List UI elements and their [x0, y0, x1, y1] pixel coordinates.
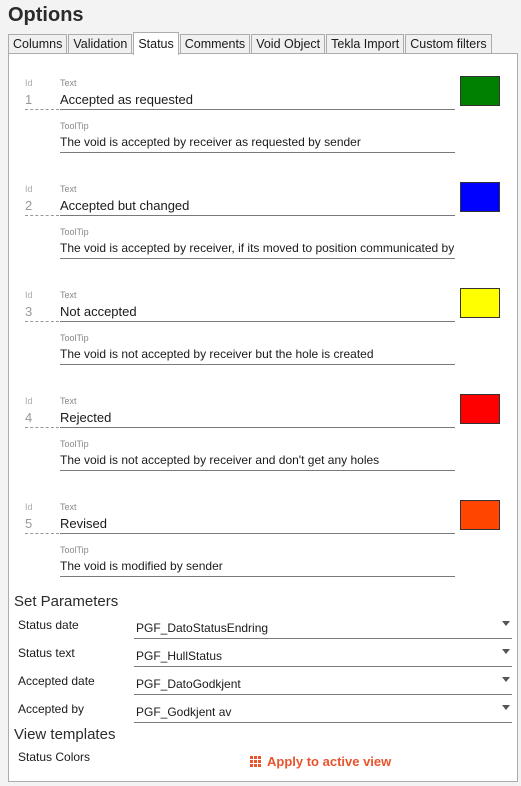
- tooltip-underline: [60, 470, 455, 471]
- set-parameters-heading: Set Parameters: [14, 593, 119, 610]
- chevron-down-icon[interactable]: [502, 649, 510, 654]
- chevron-down-icon[interactable]: [502, 705, 510, 710]
- status-text-field[interactable]: Accepted but changed: [60, 198, 190, 213]
- tab-tekla-import[interactable]: Tekla Import: [326, 34, 404, 54]
- tooltip-caption: ToolTip: [60, 439, 89, 449]
- status-entry-2: [9, 184, 517, 284]
- status-text-field[interactable]: Not accepted: [60, 304, 137, 319]
- view-templates-heading: View templates: [14, 726, 116, 743]
- color-swatch-button[interactable]: [460, 288, 500, 318]
- tooltip-caption: ToolTip: [60, 227, 89, 237]
- status-tooltip-field[interactable]: The void is accepted by receiver, if its moved to position communicated by: [60, 241, 455, 255]
- status-text-select[interactable]: [134, 643, 512, 667]
- status-id[interactable]: 5: [25, 516, 33, 531]
- status-entry-3: [9, 290, 517, 390]
- id-underline: [25, 215, 59, 216]
- text-underline: [60, 427, 455, 428]
- status-date-select[interactable]: [134, 615, 512, 639]
- tab-columns[interactable]: Columns: [8, 34, 67, 54]
- status-entry-5: [9, 502, 517, 602]
- param-row-accepted-by: [9, 699, 517, 723]
- tab-void-object[interactable]: Void Object: [251, 34, 325, 54]
- id-caption: Id: [25, 502, 33, 512]
- text-caption: Text: [60, 290, 77, 300]
- status-tooltip-field[interactable]: The void is accepted by receiver as requested by sender: [60, 135, 361, 149]
- apply-to-active-view-button[interactable]: [250, 752, 391, 770]
- status-entry-1: [9, 78, 517, 178]
- param-row-accepted-date: [9, 671, 517, 695]
- tooltip-caption: ToolTip: [60, 333, 89, 343]
- tab-custom-filters[interactable]: Custom filters: [405, 34, 491, 54]
- id-caption: Id: [25, 184, 33, 194]
- tooltip-caption: ToolTip: [60, 545, 89, 555]
- text-underline: [60, 215, 455, 216]
- id-caption: Id: [25, 290, 33, 300]
- tooltip-underline: [60, 576, 455, 577]
- color-swatch-button[interactable]: [460, 76, 500, 106]
- param-row-status-text: [9, 643, 517, 667]
- select-value: PGF_HullStatus: [136, 649, 223, 663]
- status-id[interactable]: 2: [25, 198, 33, 213]
- status-tooltip-field[interactable]: The void is not accepted by receiver and don't get any holes: [60, 453, 380, 467]
- id-caption: Id: [25, 78, 33, 88]
- status-id[interactable]: 1: [25, 92, 33, 107]
- status-colors-label: Status Colors: [18, 750, 91, 764]
- text-caption: Text: [60, 502, 77, 512]
- text-underline: [60, 533, 455, 534]
- id-caption: Id: [25, 396, 33, 406]
- param-label: Status date: [18, 618, 79, 632]
- status-tooltip-field[interactable]: The void is not accepted by receiver but the hole is created: [60, 347, 374, 361]
- param-row-status-date: [9, 615, 517, 639]
- id-underline: [25, 321, 59, 322]
- tooltip-caption: ToolTip: [60, 121, 89, 131]
- accepted-by-select[interactable]: [134, 699, 512, 723]
- status-entry-4: [9, 396, 517, 496]
- accepted-date-select[interactable]: [134, 671, 512, 695]
- param-label: Status text: [18, 646, 75, 660]
- apply-button-label: Apply to active view: [267, 753, 392, 769]
- status-text-field[interactable]: Rejected: [60, 410, 112, 425]
- tab-bar: [8, 32, 493, 54]
- select-value: PGF_Godkjent av: [136, 705, 232, 719]
- color-swatch-button[interactable]: [460, 394, 500, 424]
- status-text-field[interactable]: Revised: [60, 516, 107, 531]
- chevron-down-icon[interactable]: [502, 677, 510, 682]
- grid-icon: [250, 756, 261, 767]
- tooltip-underline: [60, 258, 455, 259]
- id-underline: [25, 109, 59, 110]
- color-swatch-button[interactable]: [460, 182, 500, 212]
- text-underline: [60, 109, 455, 110]
- text-caption: Text: [60, 78, 77, 88]
- text-caption: Text: [60, 184, 77, 194]
- tab-status[interactable]: Status: [133, 32, 178, 55]
- param-label: Accepted date: [18, 674, 95, 688]
- id-underline: [25, 427, 59, 428]
- status-id[interactable]: 4: [25, 410, 33, 425]
- text-caption: Text: [60, 396, 77, 406]
- color-swatch-button[interactable]: [460, 500, 500, 530]
- id-underline: [25, 533, 59, 534]
- status-tooltip-field[interactable]: The void is modified by sender: [60, 559, 223, 573]
- status-id[interactable]: 3: [25, 304, 33, 319]
- chevron-down-icon[interactable]: [502, 621, 510, 626]
- status-text-field[interactable]: Accepted as requested: [60, 92, 193, 107]
- param-label: Accepted by: [18, 702, 85, 716]
- select-value: PGF_DatoGodkjent: [136, 677, 241, 691]
- window-title: Options: [8, 4, 84, 26]
- status-panel: [8, 53, 518, 782]
- tab-validation[interactable]: Validation: [68, 34, 132, 54]
- tooltip-underline: [60, 364, 455, 365]
- tab-comments[interactable]: Comments: [180, 34, 250, 54]
- select-value: PGF_DatoStatusEndring: [136, 621, 269, 635]
- tooltip-underline: [60, 152, 455, 153]
- text-underline: [60, 321, 455, 322]
